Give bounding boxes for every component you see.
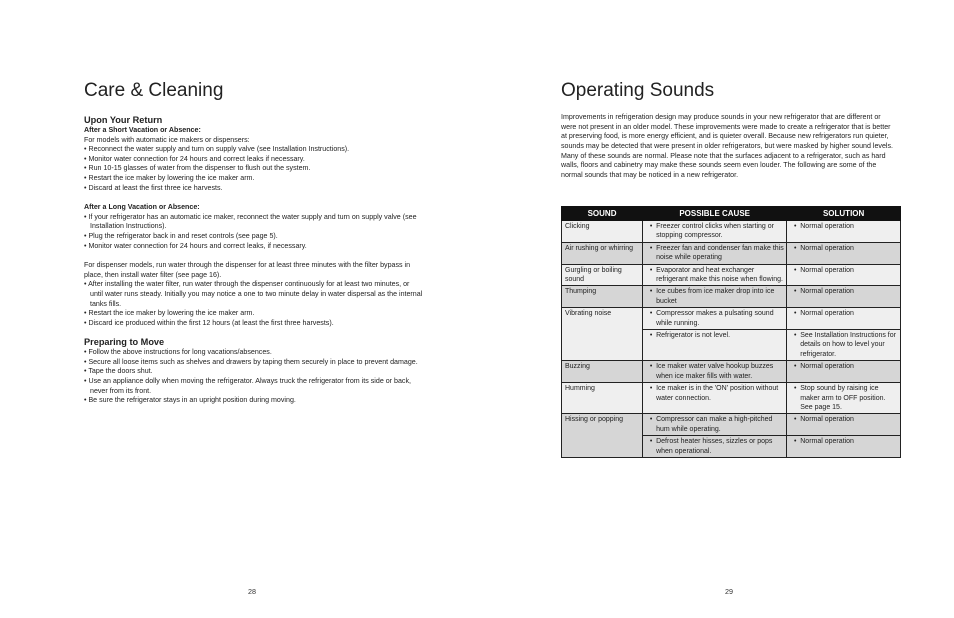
column-header-solution: SOLUTION — [787, 207, 901, 221]
list-item: • Restart the ice maker by lowering the ice maker arm. — [84, 173, 255, 182]
operating-sounds-intro: Improvements in refrigeration design may produce sounds in your new refrigerator that are different or were not present in an older model. These improvements were made to create a refrigerator that is better at preserving food, is more energy efficient, and is quieter overall. Because new refrigerators run quieter, sounds may be detected that were present in older refrigerators, but were masked by higher sound levels. Many of these sounds are normal. Please note that the surfaces adjacent to a refrigerator, such as hard walls, floors and cabinetry may make these sounds seem even louder. The following are some of the normal sounds that may be noticed in a new refrigerator. — [561, 113, 894, 179]
list-item: • Tape the doors shut. — [84, 367, 153, 376]
sound-cell: Vibrating noise — [562, 308, 643, 361]
cause-cell: • Ice maker water valve hookup buzzes when ice maker fills with water. — [643, 361, 787, 383]
cause-cell: • Ice maker is in the 'ON' position without water connection. — [643, 383, 787, 414]
dispenser-intro: For dispenser models, run water through the dispenser for at least three minutes with the filter bypass in place, then install water filter (see page 16). — [84, 261, 411, 279]
list-item: • Discard at least the first three ice harvests. — [84, 183, 223, 192]
list-item: • Run 10-15 glasses of water from the dispenser to flush out the system. — [84, 164, 311, 173]
care-cleaning-content — [84, 114, 424, 406]
table-row — [562, 414, 901, 436]
list-item: • Discard ice produced within the first 12 hours (at least the first three harvests). — [84, 318, 334, 327]
sound-cell: Gurgling or boiling sound — [562, 264, 643, 286]
table-row — [562, 308, 901, 330]
column-header-possible-cause: POSSIBLE CAUSE — [643, 207, 787, 221]
list-item: • Restart the ice maker by lowering the ice maker arm. — [84, 309, 255, 318]
solution-cell: • Normal operation — [787, 361, 901, 383]
right-page — [561, 0, 901, 618]
solution-cell: • Normal operation — [787, 242, 901, 264]
cause-cell: • Refrigerator is not level. — [643, 330, 787, 361]
sounds-table — [561, 206, 901, 458]
table-row — [562, 264, 901, 286]
list-item: • After installing the water filter, run water through the dispenser continuously for at least two minutes, or until water runs steady. Initially you may notice a one to two minute delay in water dispersal as the internal tanks fills. — [84, 280, 423, 308]
sound-cell: Hissing or popping — [562, 414, 643, 458]
list-item: • Secure all loose items such as shelves and drawers by taping them securely in place to prevent damage. — [84, 357, 418, 366]
table-row — [562, 286, 901, 308]
column-header-sound: SOUND — [562, 207, 643, 221]
solution-cell: • See Installation Instructions for details on how to level your refrigerator. — [787, 330, 901, 361]
list-item: • Monitor water connection for 24 hours and correct leaks if necessary. — [84, 154, 305, 163]
cause-cell: • Compressor makes a pulsating sound while running. — [643, 308, 787, 330]
solution-cell: • Stop sound by raising ice maker arm to OFF position. See page 15. — [787, 383, 901, 414]
cause-cell: • Defrost heater hisses, sizzles or pops when operational. — [643, 436, 787, 458]
heading-preparing-to-move: Preparing to Move — [84, 337, 165, 348]
list-item: • Be sure the refrigerator stays in an upright position during moving. — [84, 396, 296, 405]
page-title-care-cleaning: Care & Cleaning — [84, 80, 224, 101]
left-page — [84, 0, 424, 618]
table-row — [562, 361, 901, 383]
cause-cell: • Compressor can make a high-pitched hum while operating. — [643, 414, 787, 436]
table-row — [562, 383, 901, 414]
solution-cell: • Normal operation — [787, 286, 901, 308]
sound-cell: Thumping — [562, 286, 643, 308]
sound-cell: Buzzing — [562, 361, 643, 383]
list-item: • Follow the above instructions for long vacations/absences. — [84, 348, 272, 357]
sound-cell: Clicking — [562, 221, 643, 243]
solution-cell: • Normal operation — [787, 264, 901, 286]
table-row — [562, 221, 901, 243]
cause-cell: • Freezer fan and condenser fan make this noise while operating — [643, 242, 787, 264]
cause-cell: • Ice cubes from ice maker drop into ice bucket — [643, 286, 787, 308]
page-number-left: 28 — [248, 587, 256, 596]
page-number-right: 29 — [725, 587, 733, 596]
solution-cell: • Normal operation — [787, 308, 901, 330]
list-item: • Use an appliance dolly when moving the refrigerator. Always truck the refrigerator from its side or back, never from its front. — [84, 377, 411, 395]
list-item: • Reconnect the water supply and turn on supply valve (see Installation Instructions). — [84, 145, 350, 154]
table-row — [562, 242, 901, 264]
short-vacation-intro: For models with automatic ice makers or dispensers: — [84, 135, 250, 144]
heading-upon-your-return: Upon Your Return — [84, 115, 163, 125]
cause-cell: • Evaporator and heat exchanger refrigerant make this noise when flowing. — [643, 264, 787, 286]
subheading-long-vacation: After a Long Vacation or Absence: — [84, 203, 200, 212]
list-item: • If your refrigerator has an automatic ice maker, reconnect the water supply and turn on supply valve (see Installation Instructions). — [84, 212, 417, 231]
sound-cell: Humming — [562, 383, 643, 414]
list-item: • Plug the refrigerator back in and reset controls (see page 5). — [84, 231, 278, 240]
solution-cell: • Normal operation — [787, 436, 901, 458]
page-title-operating-sounds: Operating Sounds — [561, 80, 715, 101]
sound-cell: Air rushing or whirring — [562, 242, 643, 264]
cause-cell: • Freezer control clicks when starting or stopping compressor. — [643, 221, 787, 243]
subheading-short-vacation: After a Short Vacation or Absence: — [84, 126, 201, 134]
list-item: • Monitor water connection for 24 hours and correct leaks, if necessary. — [84, 241, 307, 250]
solution-cell: • Normal operation — [787, 414, 901, 436]
solution-cell: • Normal operation — [787, 221, 901, 243]
